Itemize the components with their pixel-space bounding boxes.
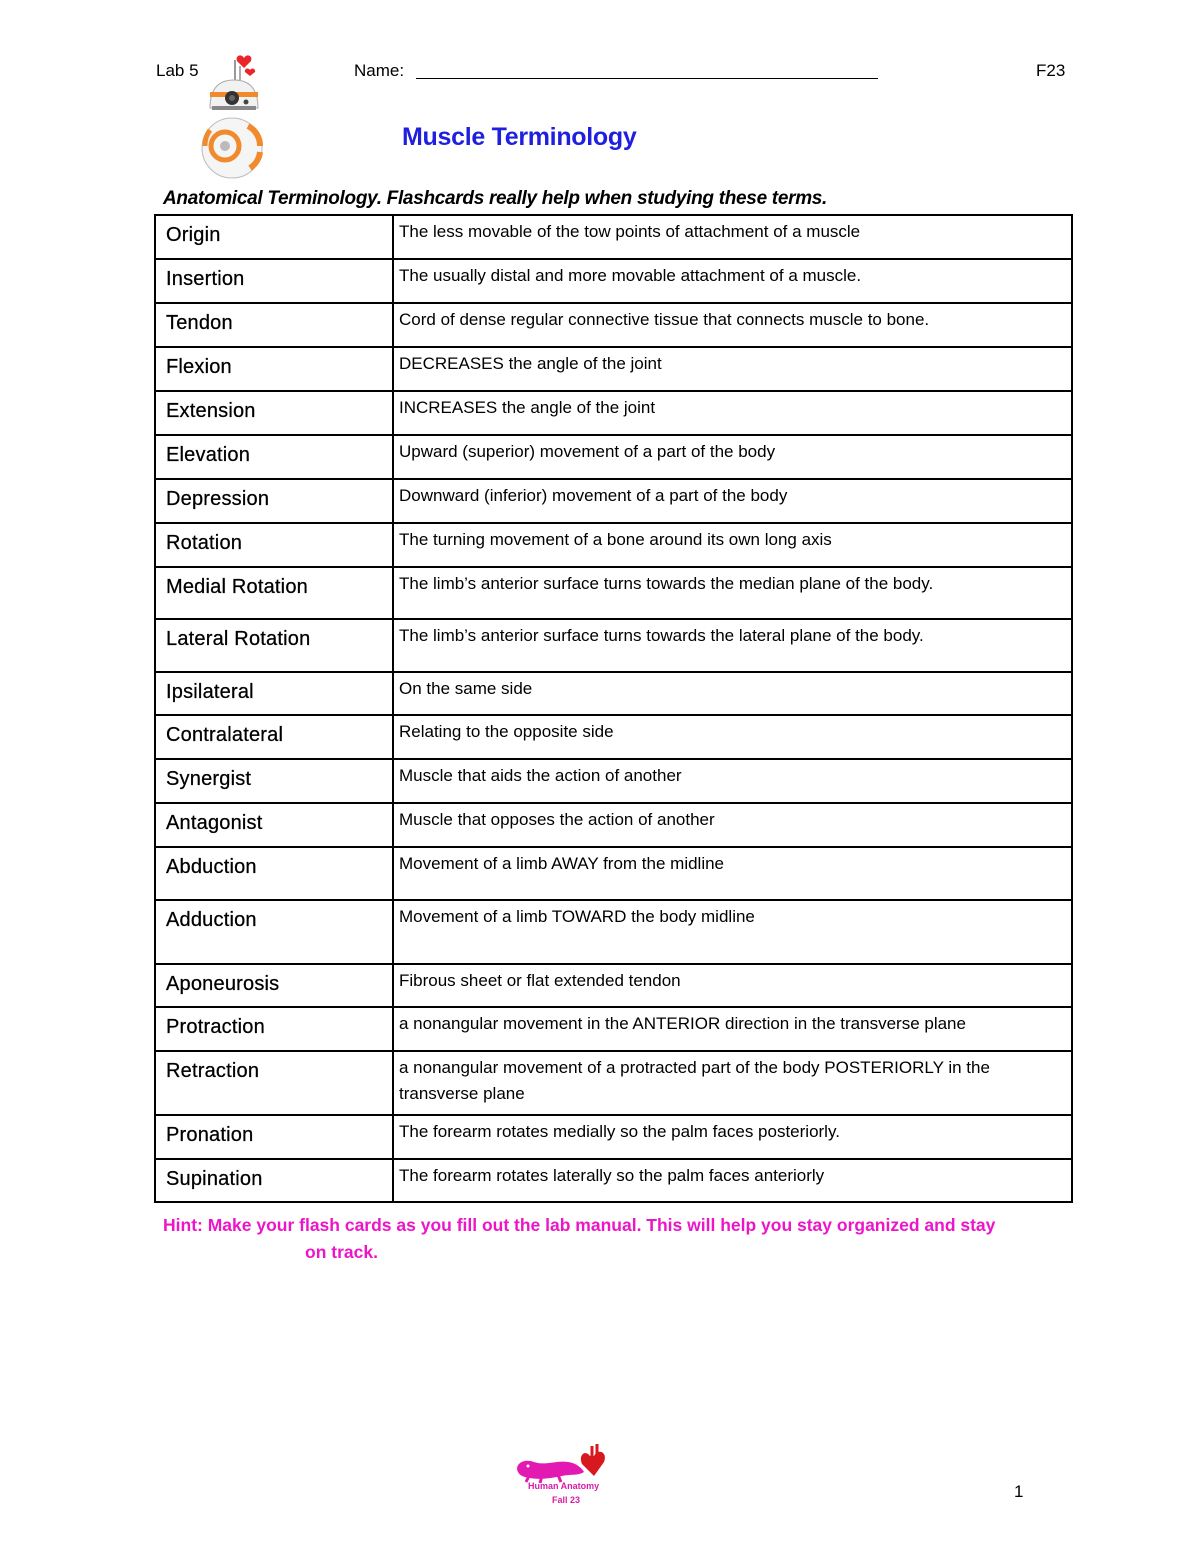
term-cell: Depression <box>155 479 393 523</box>
term-row <box>155 215 1072 259</box>
term-row <box>155 964 1072 1007</box>
term-cell: Protraction <box>155 1007 393 1051</box>
term-cell: Lateral Rotation <box>155 619 393 672</box>
term-cell: Supination <box>155 1159 393 1202</box>
definition-cell: The less movable of the tow points of attachment of a muscle <box>393 215 1072 259</box>
term-row <box>155 347 1072 391</box>
definition-cell: Fibrous sheet or flat extended tendon <box>393 964 1072 1007</box>
term-row <box>155 1159 1072 1202</box>
term-cell: Pronation <box>155 1115 393 1159</box>
definition-cell: a nonangular movement in the ANTERIOR direction in the transverse plane <box>393 1007 1072 1051</box>
term-code: F23 <box>1036 61 1066 80</box>
term-cell: Adduction <box>155 900 393 964</box>
term-cell: Origin <box>155 215 393 259</box>
definition-cell: Muscle that aids the action of another <box>393 759 1072 803</box>
term-cell: Abduction <box>155 847 393 900</box>
term-row <box>155 803 1072 847</box>
term-cell: Flexion <box>155 347 393 391</box>
definition-cell: The forearm rotates laterally so the palm faces anteriorly <box>393 1159 1072 1202</box>
term-row <box>155 567 1072 619</box>
term-row <box>155 847 1072 900</box>
definition-cell: The forearm rotates medially so the palm faces posteriorly. <box>393 1115 1072 1159</box>
term-row <box>155 759 1072 803</box>
term-row <box>155 1115 1072 1159</box>
page-number: 1 <box>1014 1482 1024 1501</box>
definition-cell: Cord of dense regular connective tissue that connects muscle to bone. <box>393 303 1072 347</box>
logo-label-line-1: Human Anatomy <box>528 1481 600 1491</box>
page-title: Muscle Terminology <box>402 123 637 151</box>
definition-cell: Movement of a limb AWAY from the midline <box>393 847 1072 900</box>
term-row <box>155 391 1072 435</box>
definition-cell: On the same side <box>393 672 1072 715</box>
definition-cell: INCREASES the angle of the joint <box>393 391 1072 435</box>
term-row <box>155 900 1072 964</box>
definition-cell: Movement of a limb TOWARD the body midline <box>393 900 1072 964</box>
term-cell: Synergist <box>155 759 393 803</box>
terminology-table-body <box>155 215 1072 1202</box>
term-cell: Extension <box>155 391 393 435</box>
definition-cell: DECREASES the angle of the joint <box>393 347 1072 391</box>
name-label: Name: <box>354 61 405 80</box>
term-row <box>155 303 1072 347</box>
term-cell: Ipsilateral <box>155 672 393 715</box>
term-cell: Aponeurosis <box>155 964 393 1007</box>
term-row <box>155 715 1072 759</box>
definition-cell: The usually distal and more movable attachment of a muscle. <box>393 259 1072 303</box>
robot-mascot-illustration <box>192 50 272 180</box>
term-row <box>155 619 1072 672</box>
term-cell: Tendon <box>155 303 393 347</box>
term-cell: Retraction <box>155 1051 393 1115</box>
term-cell: Elevation <box>155 435 393 479</box>
term-row <box>155 523 1072 567</box>
term-row <box>155 259 1072 303</box>
definition-cell: The limb’s anterior surface turns towards the median plane of the body. <box>393 567 1072 619</box>
term-row <box>155 479 1072 523</box>
term-cell: Insertion <box>155 259 393 303</box>
definition-cell: Downward (inferior) movement of a part of the body <box>393 479 1072 523</box>
hint-line-1: Hint: Make your flash cards as you fill out the lab manual. This will help you stay organized and stay <box>163 1215 996 1235</box>
hint-line-2: on track. <box>305 1242 378 1262</box>
hint-text <box>163 1212 1068 1266</box>
term-cell: Medial Rotation <box>155 567 393 619</box>
definition-cell: a nonangular movement of a protracted part of the body POSTERIORLY in the transverse plane <box>393 1051 1072 1115</box>
term-cell: Rotation <box>155 523 393 567</box>
term-row <box>155 1051 1072 1115</box>
definition-cell: The turning movement of a bone around its own long axis <box>393 523 1072 567</box>
term-cell: Contralateral <box>155 715 393 759</box>
definition-cell: Upward (superior) movement of a part of the body <box>393 435 1072 479</box>
logo-label-line-2: Fall 23 <box>552 1495 581 1505</box>
lab-number: Lab 5 <box>156 61 199 80</box>
terminology-table <box>154 214 1073 1203</box>
term-row <box>155 435 1072 479</box>
term-row <box>155 672 1072 715</box>
intro-text: Anatomical Terminology. Flashcards really help when studying these terms. <box>163 188 828 209</box>
definition-cell: Muscle that opposes the action of another <box>393 803 1072 847</box>
definition-cell: Relating to the opposite side <box>393 715 1072 759</box>
term-cell: Antagonist <box>155 803 393 847</box>
definition-cell: The limb’s anterior surface turns towards the lateral plane of the body. <box>393 619 1072 672</box>
name-blank-line[interactable] <box>416 78 878 79</box>
term-row <box>155 1007 1072 1051</box>
